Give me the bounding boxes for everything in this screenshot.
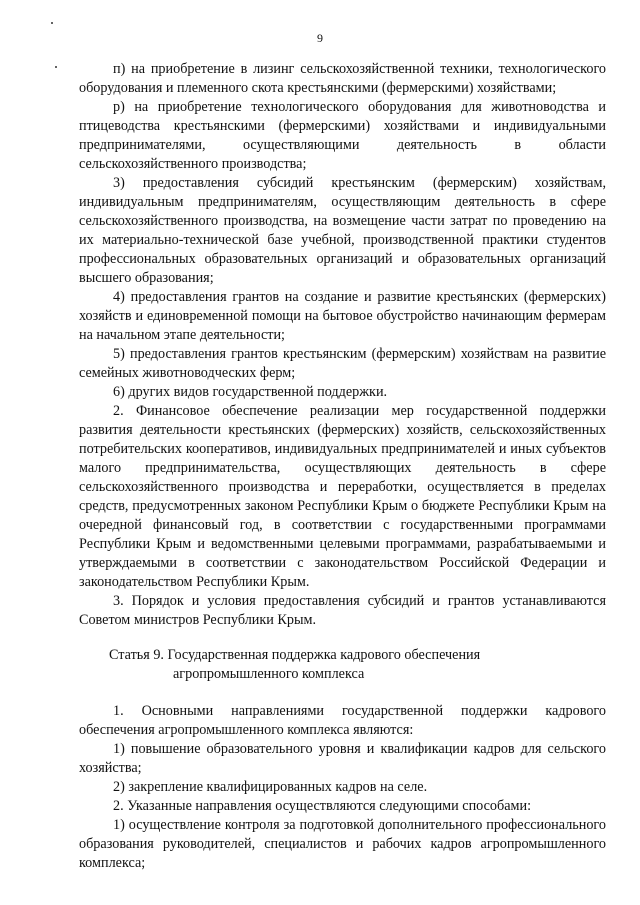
- document-body: [79, 60, 606, 873]
- page-number: 9: [317, 31, 323, 45]
- list-item-6: 6) других видов государственной поддержки.: [113, 384, 388, 400]
- list-item-4: 4) предоставления грантов на создание и развитие крестьянских (фермерских) хозяйств и единовременной помощи на бытовое обустройство начинающим фермерам на начальном этапе деятельности;: [79, 289, 606, 343]
- article-clause-1: 1. Основными направлениями государственной поддержки кадрового обеспечения агропромышленного комплекса являются:: [79, 703, 606, 738]
- scan-speck: [51, 22, 53, 24]
- scan-speck: [55, 66, 57, 68]
- article-method-1: 1) осуществление контроля за подготовкой дополнительного профессионального образования руководителей, специалистов и рабочих кадров агропромышленного комплекса;: [79, 817, 606, 871]
- list-item-r: р) на приобретение технологического оборудования для животноводства и птицеводства крестьянскими (фермерскими) хозяйствами и индивидуальными предпринимателями, осуществляющими деятельность в области сельскохозяйственного производства;: [79, 99, 606, 172]
- list-item-3: 3) предоставления субсидий крестьянским (фермерским) хозяйствам, индивидуальным предпринимателям, осуществляющим деятельность в сфере сельскохозяйственного производства, на возмещение части затрат по проведению на их материально-технической базе учебной, производственной практики студентов профессиональных образовательных организаций и образовательных организаций высшего образования;: [79, 175, 606, 286]
- list-item-p: п) на приобретение в лизинг сельскохозяйственной техники, технологического оборудования и племенного скота крестьянскими (фермерскими) хозяйствами;: [79, 61, 606, 96]
- clause-3: 3. Порядок и условия предоставления субсидий и грантов устанавливаются Советом министров Республики Крым.: [79, 593, 606, 628]
- article-item-2: 2) закрепление квалифицированных кадров на селе.: [113, 779, 428, 795]
- article-heading-line-1: Статья 9. Государственная поддержка кадрового обеспечения: [109, 647, 481, 663]
- article-clause-2: 2. Указанные направления осуществляются следующими способами:: [113, 798, 532, 814]
- article-heading-line-2: агропромышленного комплекса: [173, 666, 365, 682]
- article-item-1: 1) повышение образовательного уровня и квалификации кадров для сельского хозяйства;: [79, 741, 606, 776]
- clause-2: 2. Финансовое обеспечение реализации мер государственной поддержки развития деятельности крестьянских (фермерских) хозяйств, сельскохозяйственных потребительских кооперативов, индивидуальных предпринимателей и иных субъектов малого предпринимательства, осуществляющих деятельность в сфере сельскохозяйственного производства и переработки, осуществляется в пределах средств, предусмотренных законом Республики Крым о бюджете Республики Крым на очередной финансовый год, в соответствии с государственными программами Республики Крым и ведомственными целевыми программами, разрабатываемыми и утверждаемыми в соответствии с законодательством Российской Федерации и законодательством Республики Крым.: [79, 403, 606, 590]
- list-item-5: 5) предоставления грантов крестьянским (фермерским) хозяйствам на развитие семейных животноводческих ферм;: [79, 346, 606, 381]
- article-heading: [79, 646, 606, 684]
